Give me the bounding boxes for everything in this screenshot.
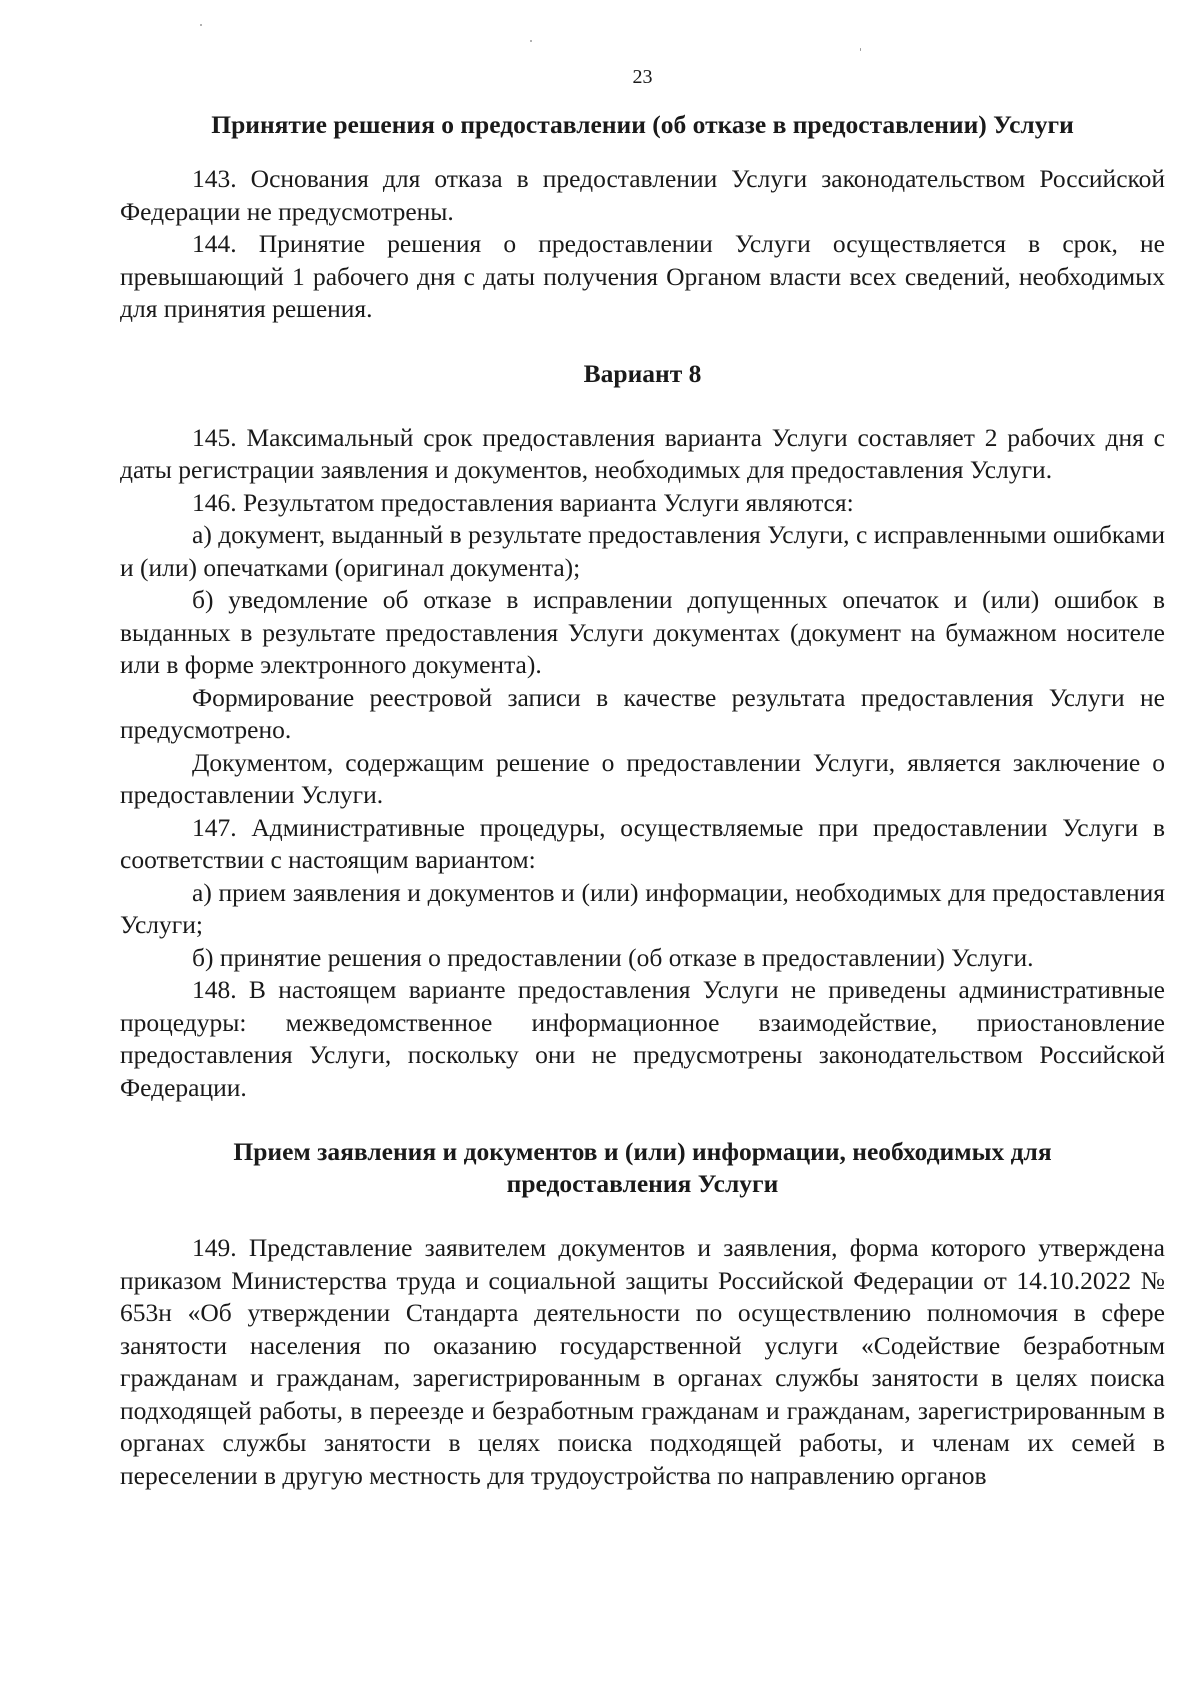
section-decision	[120, 109, 1165, 326]
paragraph-149: 149. Представление заявителем документов и заявления, форма которого утверждена приказом Министерства труда и социальной защиты Российской Федерации от 14.10.2022 № 653н «Об утверждении Стандарта деятельности по осуществлению полномочия в сфере занятости населения по оказанию государственной услуги «Содействие безработным гражданам и гражданам, зарегистрированным в органах службы занятости в целях поиска подходящей работы, в переезде и безработным гражданам и гражданам, зарегистрированным в органах службы занятости в целях поиска подходящей работы, и членам их семей в переселении в другую местность для трудоустройства по направлению органов	[120, 1233, 1165, 1490]
document-page	[120, 60, 1165, 1492]
paragraph-146: 146. Результатом предоставления варианта Услуги являются:	[192, 487, 854, 517]
section-variant-8	[120, 358, 1165, 1105]
list-item-a: а) документ, выданный в результате предоставления Услуги, с исправленными ошибками и (или) опечатками (оригинал документа);	[120, 520, 1165, 582]
page-number: 23	[632, 66, 653, 88]
paragraph-148: 148. В настоящем варианте предоставления Услуги не приведены административные процедуры: межведомственное информационное взаимодействие, приостановление предоставления Услуги, поскольку они не предусмотрены законодательством Российской Федерации.	[120, 975, 1165, 1102]
list-item-b: б) уведомление об отказе в исправлении допущенных опечаток и (или) ошибок в выданных в результате предоставления Услуги документах (документ на бумажном носителе или в форме электронного документа).	[120, 585, 1165, 679]
section-heading: Вариант 8	[583, 358, 702, 388]
scan-speck	[200, 24, 202, 26]
paragraph-144: 144. Принятие решения о предоставлении Услуги осуществляется в срок, не превышающий 1 рабочего дня с даты получения Органом власти всех сведений, необходимых для принятия решения.	[120, 229, 1165, 323]
section-heading-line: Прием заявления и документов и (или) информации, необходимых для	[233, 1137, 1052, 1166]
paragraph-conclusion: Документом, содержащим решение о предоставлении Услуги, является заключение о предоставлении Услуги.	[120, 747, 1165, 809]
list-item-b: б) принятие решения о предоставлении (об отказе в предоставлении) Услуги.	[192, 942, 1034, 972]
paragraph-145: 145. Максимальный срок предоставления варианта Услуги составляет 2 рабочих дня с даты регистрации заявления и документов, необходимых для предоставления Услуги.	[120, 422, 1165, 484]
scan-speck	[530, 40, 532, 42]
section-application-intake	[120, 1136, 1165, 1492]
section-heading: Принятие решения о предоставлении (об отказе в предоставлении) Услуги	[211, 110, 1074, 139]
section-heading	[120, 1136, 1165, 1200]
paragraph-143: 143. Основания для отказа в предоставлении Услуги законодательством Российской Федерации не предусмотрены.	[120, 164, 1165, 226]
paragraph-registry: Формирование реестровой записи в качестве результата предоставления Услуги не предусмотрено.	[120, 682, 1165, 744]
paragraph-147: 147. Административные процедуры, осуществляемые при предоставлении Услуги в соответствии с настоящим вариантом:	[120, 812, 1165, 874]
list-item-a: а) прием заявления и документов и (или) информации, необходимых для предоставления Услуги;	[120, 877, 1165, 939]
scan-speck	[860, 48, 861, 51]
section-heading-line: предоставления Услуги	[506, 1169, 779, 1198]
